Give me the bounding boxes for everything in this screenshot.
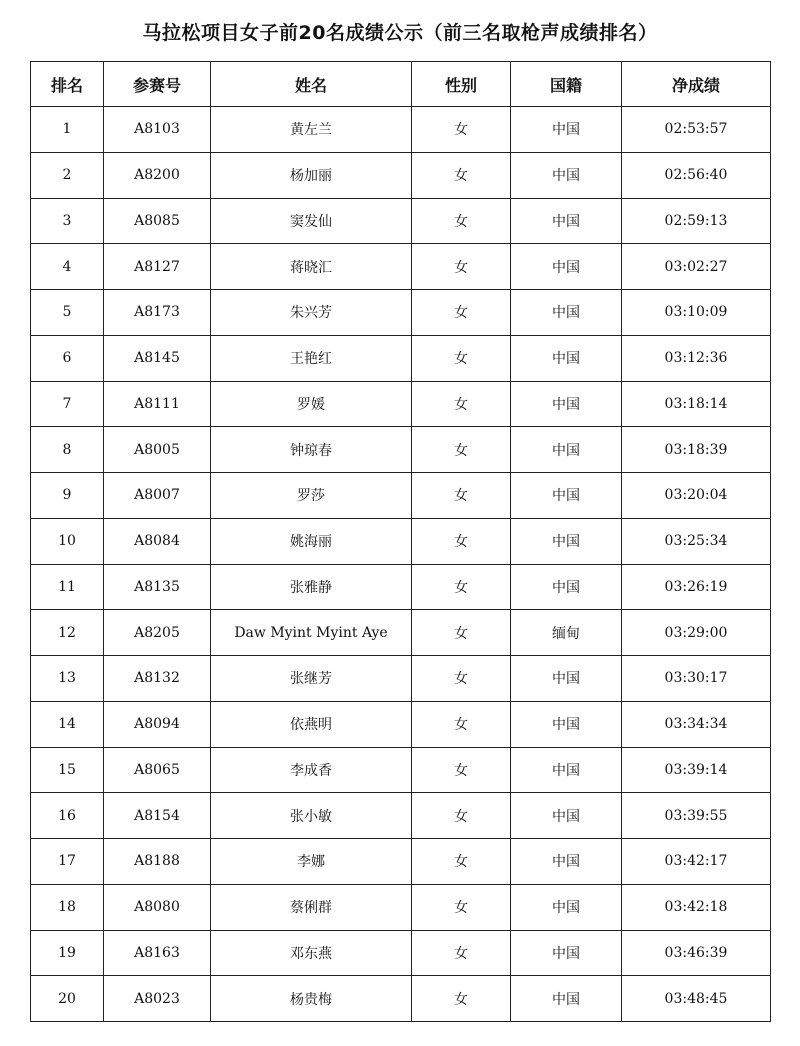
table-row: [31, 381, 771, 427]
table-row: [31, 839, 771, 885]
gender-cell: 女: [412, 427, 511, 473]
gender-cell: 女: [412, 152, 511, 198]
name-cell: Daw Myint Myint Aye: [211, 610, 412, 656]
bib-number-cell: A8005: [104, 427, 211, 473]
name-cell: 张雅静: [211, 564, 412, 610]
rank-cell: 2: [31, 152, 104, 198]
bib-number-cell: A8188: [104, 839, 211, 885]
name-cell: 张小敏: [211, 793, 412, 839]
nationality-cell: 中国: [511, 839, 622, 885]
rank-cell: 9: [31, 473, 104, 519]
name-cell: 杨贵梅: [211, 976, 412, 1022]
bib-number-cell: A8154: [104, 793, 211, 839]
bib-number-cell: A8084: [104, 518, 211, 564]
rank-cell: 8: [31, 427, 104, 473]
name-cell: 依燕明: [211, 701, 412, 747]
header-nationality: 国籍: [511, 62, 622, 107]
bib-number-cell: A8163: [104, 930, 211, 976]
gender-cell: 女: [412, 244, 511, 290]
nationality-cell: 中国: [511, 564, 622, 610]
name-cell: 姚海丽: [211, 518, 412, 564]
table-row: [31, 152, 771, 198]
gender-cell: 女: [412, 564, 511, 610]
nationality-cell: 中国: [511, 701, 622, 747]
name-cell: 罗莎: [211, 473, 412, 519]
bib-number-cell: A8145: [104, 335, 211, 381]
name-cell: 罗媛: [211, 381, 412, 427]
name-cell: 朱兴芳: [211, 290, 412, 336]
nationality-cell: 中国: [511, 793, 622, 839]
net-time-cell: 03:02:27: [622, 244, 771, 290]
nationality-cell: 中国: [511, 107, 622, 153]
gender-cell: 女: [412, 198, 511, 244]
net-time-cell: 03:30:17: [622, 656, 771, 702]
table-row: [31, 335, 771, 381]
net-time-cell: 02:53:57: [622, 107, 771, 153]
rank-cell: 10: [31, 518, 104, 564]
nationality-cell: 中国: [511, 473, 622, 519]
table-row: [31, 518, 771, 564]
table-row: [31, 473, 771, 519]
results-table: [30, 61, 771, 1022]
gender-cell: 女: [412, 747, 511, 793]
net-time-cell: 03:10:09: [622, 290, 771, 336]
nationality-cell: 中国: [511, 244, 622, 290]
table-row: [31, 747, 771, 793]
bib-number-cell: A8205: [104, 610, 211, 656]
table-row: [31, 564, 771, 610]
net-time-cell: 03:25:34: [622, 518, 771, 564]
rank-cell: 17: [31, 839, 104, 885]
bib-number-cell: A8200: [104, 152, 211, 198]
nationality-cell: 中国: [511, 884, 622, 930]
rank-cell: 19: [31, 930, 104, 976]
name-cell: 钟琼春: [211, 427, 412, 473]
nationality-cell: 中国: [511, 381, 622, 427]
name-cell: 蔡俐群: [211, 884, 412, 930]
table-row: [31, 793, 771, 839]
bib-number-cell: A8065: [104, 747, 211, 793]
page-title: 马拉松项目女子前20名成绩公示（前三名取枪声成绩排名）: [142, 22, 658, 44]
bib-number-cell: A8094: [104, 701, 211, 747]
bib-number-cell: A8127: [104, 244, 211, 290]
rank-cell: 20: [31, 976, 104, 1022]
net-time-cell: 03:26:19: [622, 564, 771, 610]
table-row: [31, 976, 771, 1022]
rank-cell: 1: [31, 107, 104, 153]
net-time-cell: 03:48:45: [622, 976, 771, 1022]
results-body: [31, 107, 771, 1022]
table-row: [31, 427, 771, 473]
nationality-cell: 中国: [511, 747, 622, 793]
gender-cell: 女: [412, 884, 511, 930]
header-gender: 性别: [412, 62, 511, 107]
gender-cell: 女: [412, 381, 511, 427]
gender-cell: 女: [412, 473, 511, 519]
nationality-cell: 中国: [511, 290, 622, 336]
nationality-cell: 缅甸: [511, 610, 622, 656]
gender-cell: 女: [412, 976, 511, 1022]
nationality-cell: 中国: [511, 518, 622, 564]
net-time-cell: 03:42:18: [622, 884, 771, 930]
header-bib-number: 参赛号: [104, 62, 211, 107]
gender-cell: 女: [412, 793, 511, 839]
name-cell: 黄左兰: [211, 107, 412, 153]
rank-cell: 18: [31, 884, 104, 930]
header-name: 姓名: [211, 62, 412, 107]
rank-cell: 11: [31, 564, 104, 610]
gender-cell: 女: [412, 656, 511, 702]
table-row: [31, 884, 771, 930]
net-time-cell: 02:59:13: [622, 198, 771, 244]
rank-cell: 4: [31, 244, 104, 290]
rank-cell: 5: [31, 290, 104, 336]
table-row: [31, 930, 771, 976]
table-row: [31, 656, 771, 702]
net-time-cell: 03:18:39: [622, 427, 771, 473]
rank-cell: 3: [31, 198, 104, 244]
rank-cell: 14: [31, 701, 104, 747]
net-time-cell: 03:34:34: [622, 701, 771, 747]
bib-number-cell: A8132: [104, 656, 211, 702]
name-cell: 杨加丽: [211, 152, 412, 198]
nationality-cell: 中国: [511, 976, 622, 1022]
gender-cell: 女: [412, 839, 511, 885]
bib-number-cell: A8007: [104, 473, 211, 519]
net-time-cell: 03:12:36: [622, 335, 771, 381]
bib-number-cell: A8135: [104, 564, 211, 610]
name-cell: 窦发仙: [211, 198, 412, 244]
rank-cell: 15: [31, 747, 104, 793]
net-time-cell: 03:39:55: [622, 793, 771, 839]
gender-cell: 女: [412, 335, 511, 381]
rank-cell: 13: [31, 656, 104, 702]
rank-cell: 7: [31, 381, 104, 427]
gender-cell: 女: [412, 930, 511, 976]
bib-number-cell: A8173: [104, 290, 211, 336]
net-time-cell: 03:46:39: [622, 930, 771, 976]
net-time-cell: 03:29:00: [622, 610, 771, 656]
gender-cell: 女: [412, 290, 511, 336]
rank-cell: 12: [31, 610, 104, 656]
nationality-cell: 中国: [511, 152, 622, 198]
nationality-cell: 中国: [511, 335, 622, 381]
gender-cell: 女: [412, 610, 511, 656]
rank-cell: 16: [31, 793, 104, 839]
name-cell: 李成香: [211, 747, 412, 793]
table-row: [31, 198, 771, 244]
name-cell: 邓东燕: [211, 930, 412, 976]
nationality-cell: 中国: [511, 656, 622, 702]
nationality-cell: 中国: [511, 427, 622, 473]
bib-number-cell: A8103: [104, 107, 211, 153]
bib-number-cell: A8080: [104, 884, 211, 930]
name-cell: 王艳红: [211, 335, 412, 381]
table-row: [31, 610, 771, 656]
gender-cell: 女: [412, 518, 511, 564]
table-row: [31, 290, 771, 336]
rank-cell: 6: [31, 335, 104, 381]
net-time-cell: 03:18:14: [622, 381, 771, 427]
net-time-cell: 03:42:17: [622, 839, 771, 885]
nationality-cell: 中国: [511, 930, 622, 976]
header-rank: 排名: [31, 62, 104, 107]
bib-number-cell: A8023: [104, 976, 211, 1022]
net-time-cell: 02:56:40: [622, 152, 771, 198]
name-cell: 张继芳: [211, 656, 412, 702]
net-time-cell: 03:39:14: [622, 747, 771, 793]
table-row: [31, 244, 771, 290]
gender-cell: 女: [412, 701, 511, 747]
bib-number-cell: A8111: [104, 381, 211, 427]
net-time-cell: 03:20:04: [622, 473, 771, 519]
header-net-time: 净成绩: [622, 62, 771, 107]
name-cell: 李娜: [211, 839, 412, 885]
gender-cell: 女: [412, 107, 511, 153]
bib-number-cell: A8085: [104, 198, 211, 244]
table-row: [31, 701, 771, 747]
header-row: [31, 62, 771, 107]
name-cell: 蒋晓汇: [211, 244, 412, 290]
table-row: [31, 107, 771, 153]
nationality-cell: 中国: [511, 198, 622, 244]
